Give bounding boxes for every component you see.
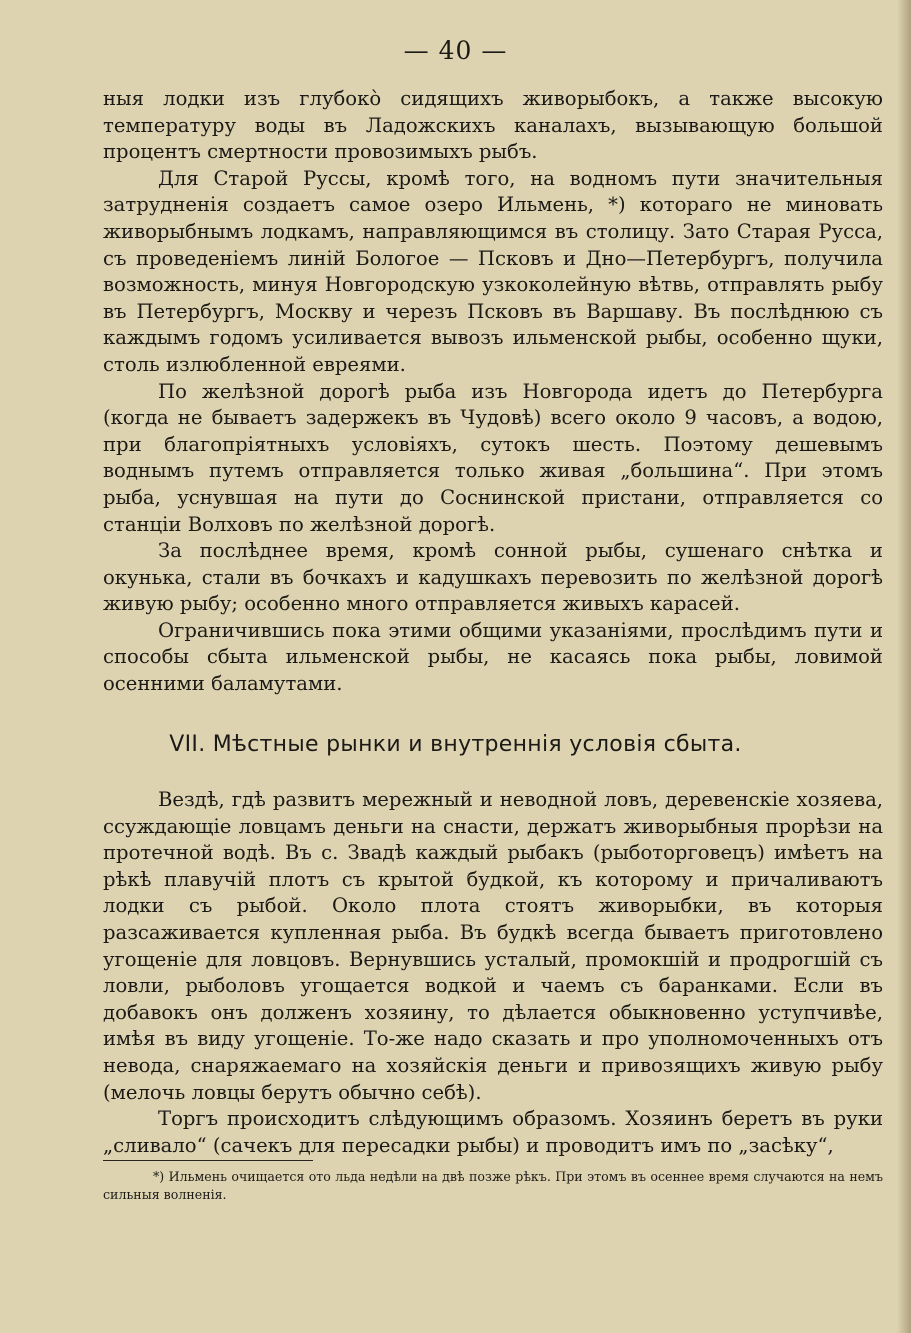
paragraph: Вездѣ, гдѣ развитъ мережный и неводной ловъ, деревенскіе хозяева, ссуждающіе ловцамъ деньги на снасти, держатъ живорыбныя прорѣзи на протечной водѣ. Въ с. Звадѣ каждый рыбакъ (рыботорговецъ) имѣетъ на рѣкѣ плавучій плотъ съ крытой будкой, къ которому и причаливаютъ лодки съ рыбой. Около плота стоятъ живорыбки, въ которыя разсаживается купленная рыба. Въ будкѣ всегда бываетъ приготовлено угощеніе для ловцовъ. Вернувшись усталый, промокшій и продрогшій съ ловли, рыболовъ угощается водкой и чаемъ съ баранками. Если въ добавокъ онъ долженъ хозяину, то дѣлается обыкновенно уступчивѣе, имѣя въ виду угощеніе. То-же надо сказать и про уполномоченныхъ отъ невода, снаряжаемаго на хозяйскія деньги и привозящихъ живую рыбу (мелочь ловцы берутъ обычно себѣ). — [103, 788, 883, 1104]
footnote-divider — [103, 1160, 313, 1161]
paragraph: ныя лодки изъ глубоко̀ сидящихъ живорыбокъ, а также высокую температуру воды въ Ладожскихъ каналахъ, вызывающую большой процентъ смертности провозимыхъ рыбъ. — [103, 87, 883, 164]
paragraph: За послѣднее время, кромѣ сонной рыбы, сушенаго снѣтка и окунька, стали въ бочкахъ и кадушкахъ перевозить по желѣзной дорогѣ живую рыбу; особенно много отправляется живыхъ карасей. — [103, 539, 883, 616]
section-2-text — [103, 787, 883, 1159]
paragraph: Для Старой Руссы, кромѣ того, на водномъ пути значительныя затрудненія создаетъ самое озеро Ильмень, *) котораго не миновать живорыбнымъ лодкамъ, направляющимся въ столицу. Зато Старая Русса, съ проведеніемъ линій Бологое — Псковъ и Дно—Петербургъ, получила возможность, минуя Новгородскую узкоколейную вѣтвь, отправлять рыбу въ Петербургъ, Москву и черезъ Псковъ въ Варшаву. Въ послѣднюю съ каждымъ годомъ усиливается вывозъ ильменской рыбы, особенно щуки, столь излюбленной евреями. — [103, 166, 883, 376]
paragraph: По желѣзной дорогѣ рыба изъ Новгорода идетъ до Петербурга (когда не бываетъ задержекъ въ Чудовѣ) всего около 9 часовъ, а водою, при благопріятныхъ условіяхъ, сутокъ шесть. Поэтому дешевымъ воднымъ путемъ отправляется только живая „большина“. При этомъ рыба, уснувшая на пути до Соснинской пристани, отправляется со станціи Волховъ по желѣзной дорогѣ. — [103, 379, 883, 536]
footnote — [103, 1168, 883, 1204]
footnote-text: *) Ильмень очищается ото льда недѣли на двѣ позже рѣкъ. При этомъ въ осеннее время случаются на немъ сильныя волненія. — [103, 1169, 883, 1202]
section-heading: VII. Мѣстные рынки и внутреннія условія сбыта. — [169, 732, 742, 757]
paragraph: Торгъ происходитъ слѣдующимъ образомъ. Хозяинъ беретъ въ руки „сливало“ (сачекъ для пересадки рыбы) и проводитъ имъ по „засѣку“, — [103, 1107, 883, 1157]
page-number: — 40 — — [403, 36, 508, 65]
paragraph: Ограничившись пока этими общими указаніями, прослѣдимъ пути и способы сбыта ильменской рыбы, не касаясь пока рыбы, ловимой осенними баламутами. — [103, 618, 883, 696]
section-1-text — [103, 86, 883, 698]
